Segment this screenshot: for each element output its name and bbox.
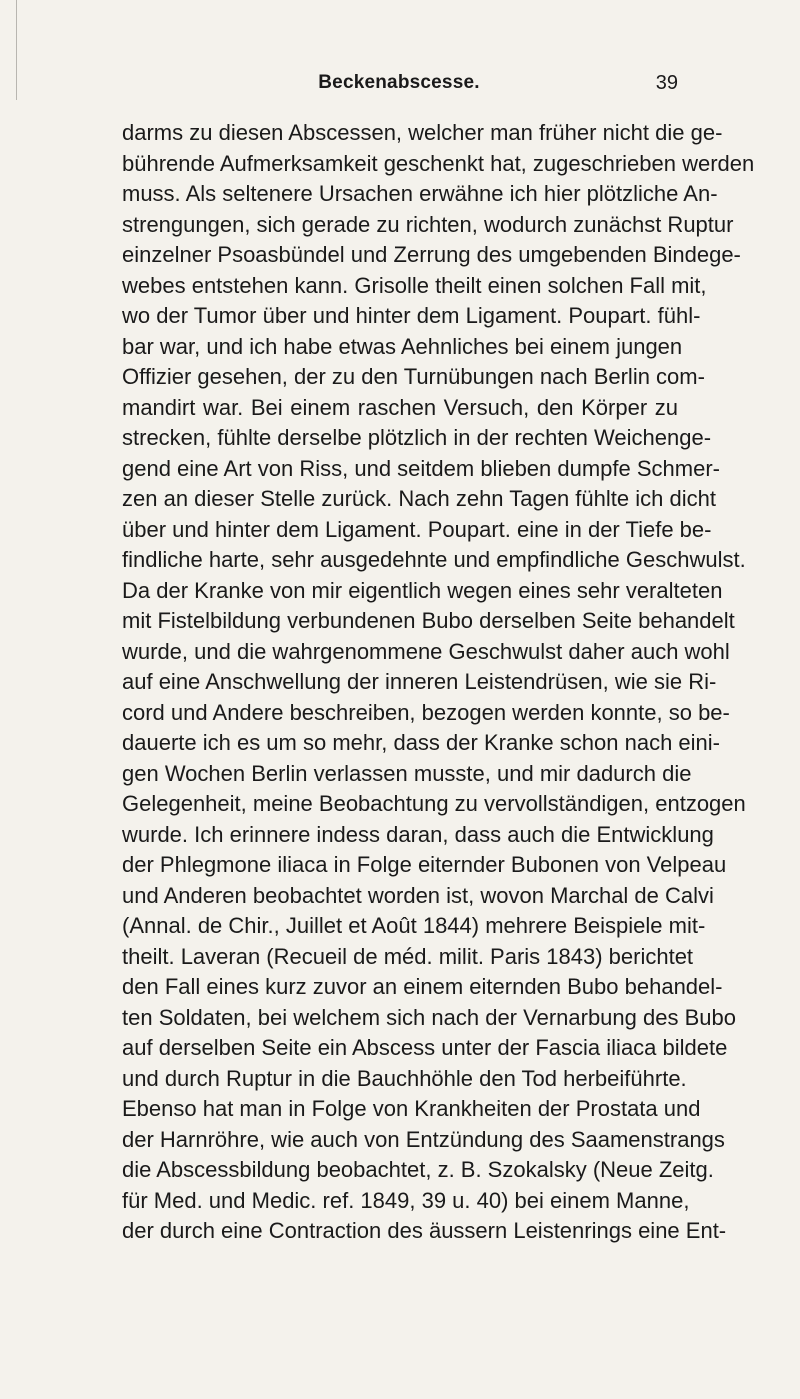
- text-line: Offizier gesehen, der zu den Turnübungen nach Berlin com-: [122, 364, 705, 389]
- text-line: bar war, und ich habe etwas Aehnliches bei einem jungen: [122, 333, 683, 359]
- text-line: mandirt war. Bei einem raschen Versuch, den Körper zu: [122, 394, 678, 420]
- text-line: webes entstehen kann. Grisolle theilt einen solchen Fall mit,: [122, 272, 707, 298]
- text-line: Gelegenheit, meine Beobachtung zu vervollständigen, entzogen: [122, 791, 746, 816]
- text-line: cord und Andere beschreiben, bezogen werden konnte, so be-: [122, 699, 730, 725]
- text-line: und Anderen beobachtet worden ist, wovon Marchal de Calvi: [122, 882, 714, 908]
- text-line: findliche harte, sehr ausgedehnte und empfindliche Geschwulst.: [122, 547, 746, 572]
- text-line: (Annal. de Chir., Juillet et Août 1844) mehrere Beispiele mit-: [122, 913, 706, 938]
- text-line: wurde, und die wahrgenommene Geschwulst daher auch wohl: [122, 638, 730, 664]
- page-number: 39: [655, 72, 678, 94]
- text-line: und durch Ruptur in die Bauchhöhle den Tod herbeiführte.: [122, 1065, 687, 1091]
- text-line: auf eine Anschwellung der inneren Leistendrüsen, wie sie Ri-: [122, 669, 717, 694]
- text-line: theilt. Laveran (Recueil de méd. milit. Paris 1843) berichtet: [122, 943, 694, 969]
- text-line: über und hinter dem Ligament. Poupart. eine in der Tiefe be-: [122, 516, 712, 542]
- text-line: ten Soldaten, bei welchem sich nach der Vernarbung des Bubo: [122, 1004, 736, 1030]
- text-line: der durch eine Contraction des äussern Leistenrings eine Ent-: [122, 1218, 727, 1243]
- text-line: dauerte ich es um so mehr, dass der Kranke schon nach eini-: [122, 730, 720, 755]
- text-line: muss. Als seltenere Ursachen erwähne ich hier plötzliche An-: [122, 181, 718, 206]
- text-line: einzelner Psoasbündel und Zerrung des umgebenden Bindege-: [122, 242, 741, 267]
- text-line: den Fall eines kurz zuvor an einem eiternden Bubo behandel-: [122, 974, 723, 999]
- text-line: Ebenso hat man in Folge von Krankheiten der Prostata und: [122, 1096, 701, 1121]
- text-line: zen an dieser Stelle zurück. Nach zehn Tagen fühlte ich dicht: [122, 486, 716, 511]
- page-header: [120, 72, 678, 102]
- text-line: der Phlegmone iliaca in Folge eiternder Bubonen von Velpeau: [122, 852, 727, 877]
- text-line: darms zu diesen Abscessen, welcher man früher nicht die ge-: [122, 120, 723, 145]
- text-line: die Abscessbildung beobachtet, z. B. Szokalsky (Neue Zeitg.: [122, 1157, 714, 1182]
- text-line: gend eine Art von Riss, und seitdem blieben dumpfe Schmer-: [122, 455, 720, 481]
- text-line: auf derselben Seite ein Abscess unter der Fascia iliaca bildete: [122, 1035, 728, 1060]
- body-paragraph: [122, 118, 755, 1247]
- text-line: der Harnröhre, wie auch von Entzündung des Saamenstrangs: [122, 1126, 725, 1152]
- text-line: wurde. Ich erinnere indess daran, dass auch die Entwicklung: [122, 821, 714, 847]
- text-line: für Med. und Medic. ref. 1849, 39 u. 40) bei einem Manne,: [122, 1187, 690, 1213]
- text-line: gen Wochen Berlin verlassen musste, und mir dadurch die: [122, 760, 692, 786]
- text-line: Da der Kranke von mir eigentlich wegen eines sehr veralteten: [122, 577, 723, 603]
- running-head: Beckenabscesse.: [318, 72, 480, 93]
- text-line: strengungen, sich gerade zu richten, wodurch zunächst Ruptur: [122, 211, 734, 237]
- text-line: mit Fistelbildung verbundenen Bubo derselben Seite behandelt: [122, 608, 735, 633]
- text-line: bührende Aufmerksamkeit geschenkt hat, zugeschrieben werden: [122, 150, 755, 176]
- text-line: strecken, fühlte derselbe plötzlich in der rechten Weichenge-: [122, 425, 712, 450]
- page-edge-line: [16, 0, 17, 100]
- text-line: wo der Tumor über und hinter dem Ligament. Poupart. fühl-: [122, 303, 701, 328]
